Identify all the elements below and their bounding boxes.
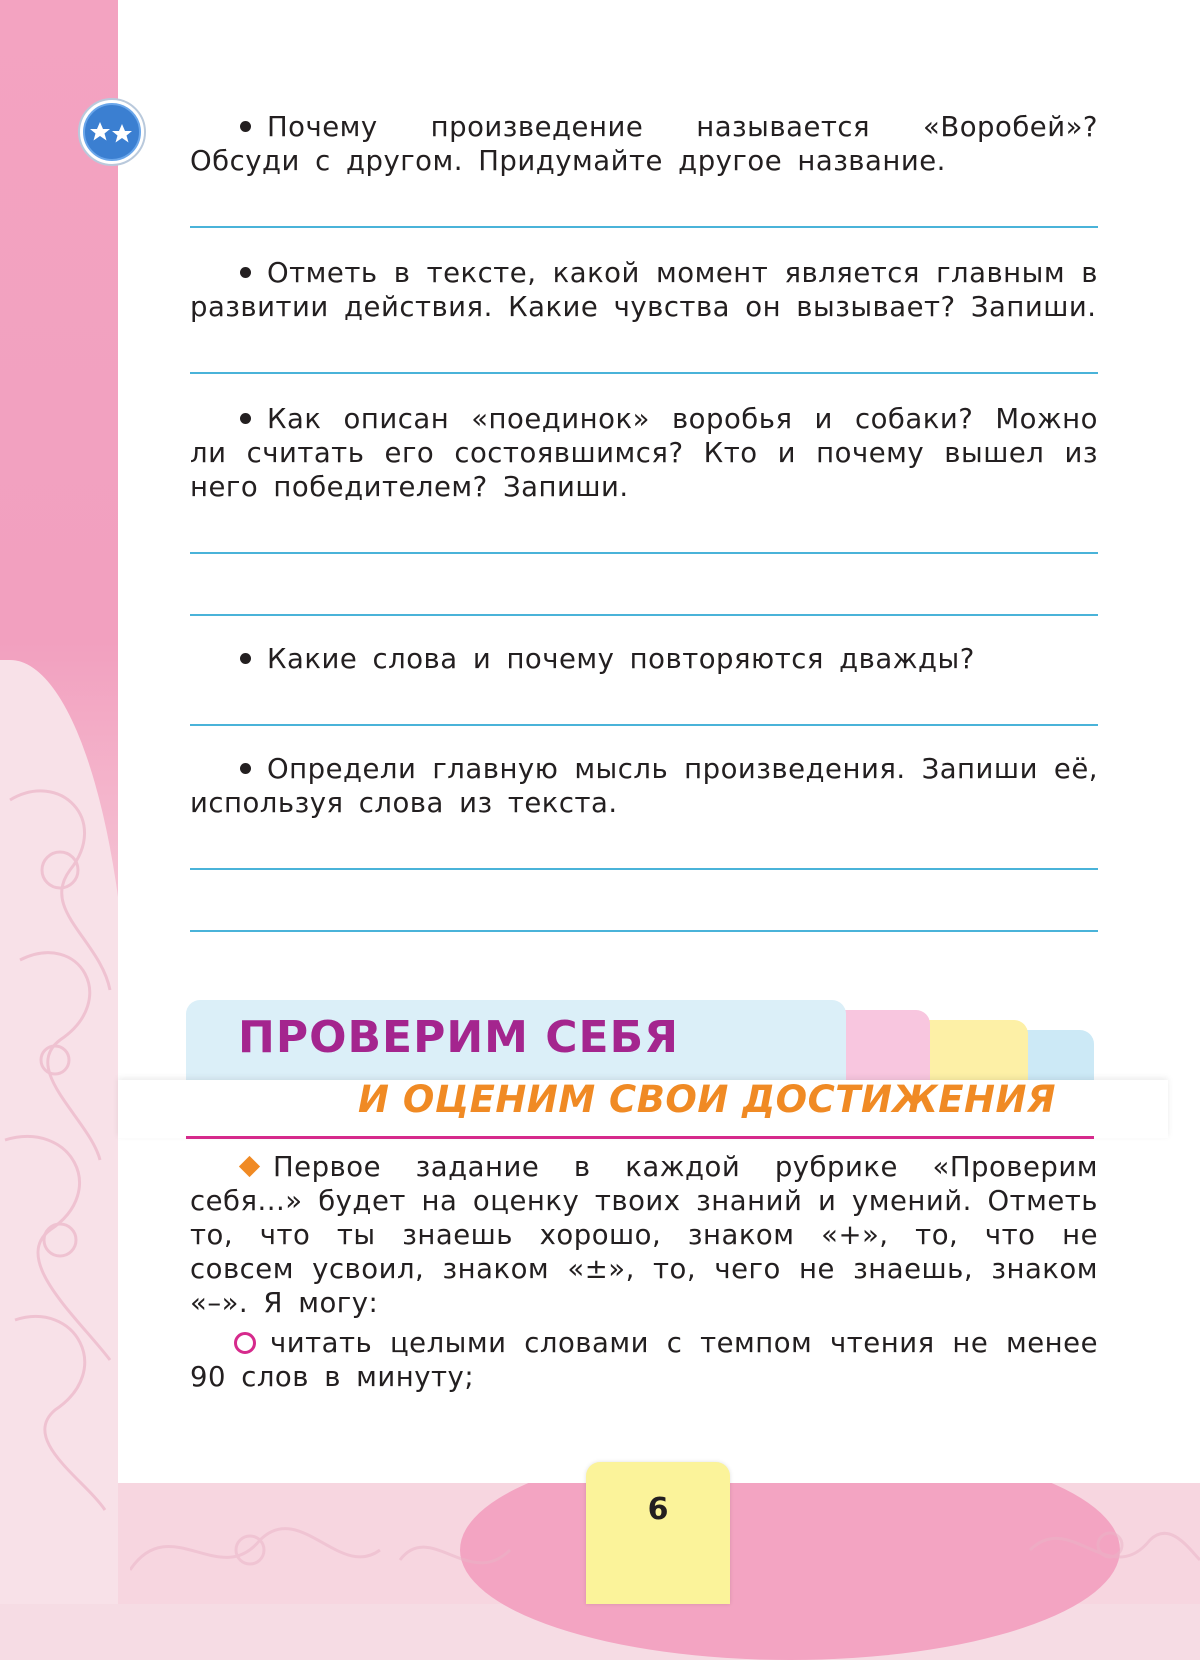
- stars-badge-icon: [78, 98, 146, 166]
- circle-checkbox-icon[interactable]: [234, 1332, 256, 1354]
- question-4: [190, 642, 1098, 676]
- answer-line[interactable]: [190, 724, 1098, 726]
- answer-line[interactable]: [190, 930, 1098, 932]
- question-2: [190, 256, 1098, 324]
- section-title: ПРОВЕРИМ СЕБЯ: [238, 1012, 680, 1063]
- bullet-icon: [240, 413, 251, 424]
- banner-underline: [186, 1136, 1094, 1139]
- answer-line[interactable]: [190, 372, 1098, 374]
- section-banner: [118, 990, 1168, 1150]
- checklist-item-text: читать целыми словами с темпом чтения не менее 90 слов в минуту;: [190, 1327, 1098, 1393]
- checklist-item: [190, 1326, 1098, 1394]
- question-5-text: Определи главную мысль произведения. Запиши её, используя слова из текста.: [190, 753, 1098, 819]
- question-1: [190, 110, 1098, 178]
- question-4-text: Какие слова и почему повторяются дважды?: [267, 643, 975, 675]
- question-1-text: Почему произведение называется «Воробей»? Обсуди с другом. Придумайте другое название.: [190, 111, 1098, 177]
- bullet-icon: [240, 267, 251, 278]
- answer-line[interactable]: [190, 552, 1098, 554]
- diamond-bullet-icon: [239, 1155, 260, 1176]
- ornament-swirl-icon: [0, 760, 130, 1520]
- bullet-icon: [240, 763, 251, 774]
- section-intro: [190, 1150, 1098, 1320]
- question-5: [190, 752, 1098, 820]
- answer-line[interactable]: [190, 614, 1098, 616]
- section-subtitle: И ОЦЕНИМ СВОИ ДОСТИЖЕНИЯ: [358, 1078, 1056, 1121]
- question-2-text: Отметь в тексте, какой момент является главным в развитии действия. Какие чувства он вызывает? Запиши.: [190, 257, 1098, 323]
- page-number: 6: [647, 1492, 669, 1527]
- question-3-text: Как описан «поединок» воробья и собаки? Можно ли считать его состоявшимся? Кто и почему вышел из него победителем? Запиши.: [190, 403, 1098, 503]
- page-number-tab: [586, 1462, 730, 1604]
- bullet-icon: [240, 121, 251, 132]
- question-3: [190, 402, 1098, 504]
- answer-line[interactable]: [190, 226, 1098, 228]
- section-intro-text: Первое задание в каждой рубрике «Проверим себя...» будет на оценку твоих знаний и умений. Отметь то, что ты знаешь хорошо, знаком «+», то, что не совсем усвоил, знаком «±», то, чего не знаешь, знаком «–». Я могу:: [190, 1151, 1098, 1319]
- answer-line[interactable]: [190, 868, 1098, 870]
- bullet-icon: [240, 653, 251, 664]
